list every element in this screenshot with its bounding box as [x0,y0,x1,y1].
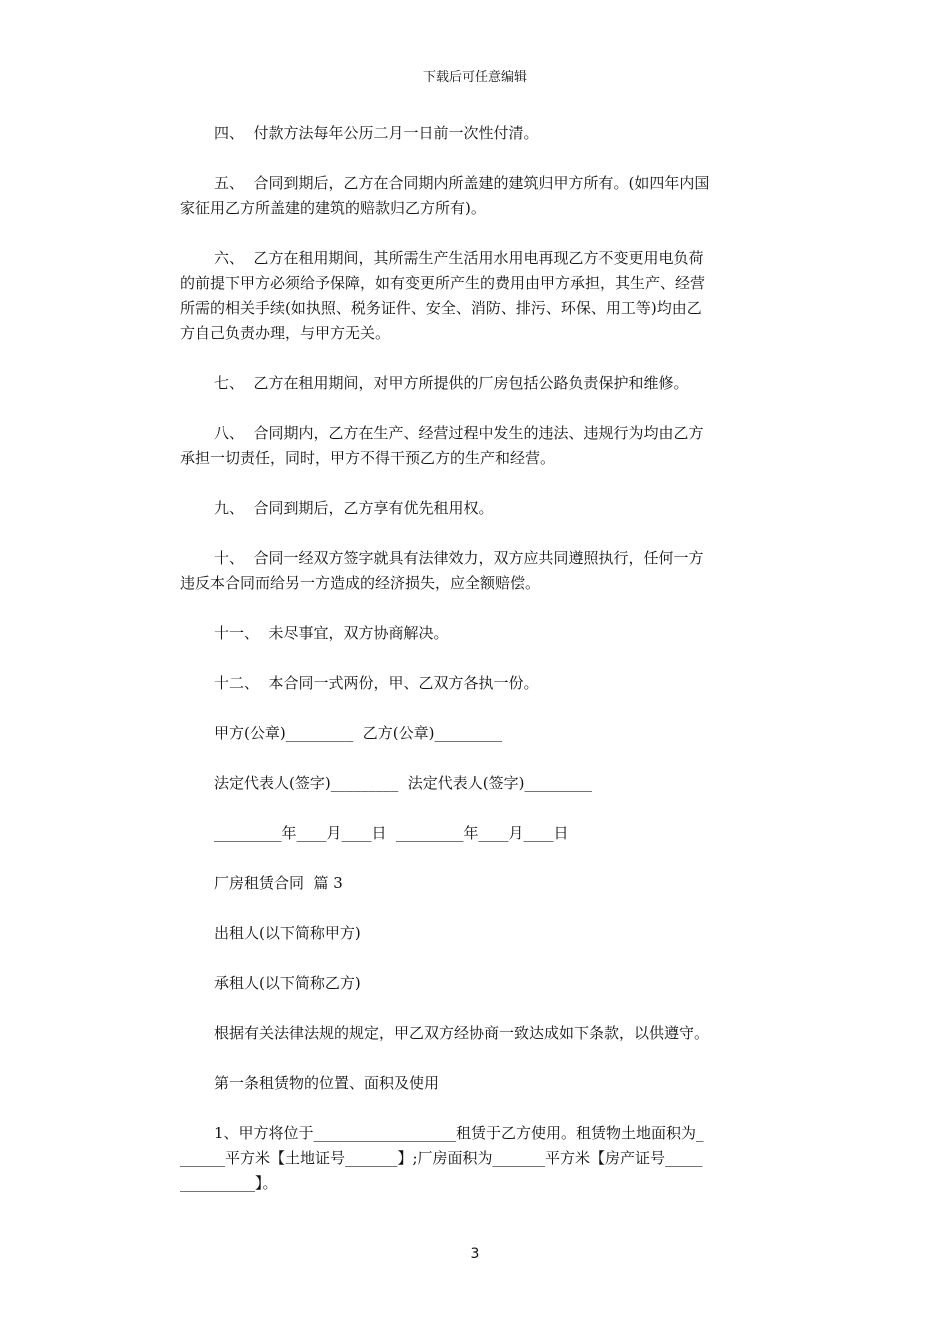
paragraph-line: 方自己负责办理，与甲方无关。 [180,324,391,342]
paragraph [214,121,774,146]
paragraph [214,771,774,796]
paragraph-line: 九、 合同到期后，乙方享有优先租用权。 [214,499,494,517]
page-number: 3 [470,1246,480,1262]
paragraph [214,1071,774,1096]
paragraph [180,246,774,346]
paragraph-line: 甲方(公章)_________ 乙方(公章)_________ [214,724,502,742]
paragraph-line: 的前提下甲方必须给予保障，如有变更所产生的费用由甲方承担，其生产、经营 [180,274,706,292]
paragraph [180,171,774,221]
paragraph-line: 违反本合同而给另一方造成的经济损失，应全额赔偿。 [180,574,541,592]
paragraph [180,1121,774,1196]
paragraph [214,821,774,846]
paragraph-line: 承担一切责任，同时，甲方不得干预乙方的生产和经营。 [180,449,556,467]
paragraph [214,1021,774,1046]
paragraph [214,371,774,396]
paragraph-line: 十、 合同一经双方签字就具有法律效力，双方应共同遵照执行，任何一方 [214,549,704,567]
paragraph-line: 承租人(以下简称乙方) [214,974,361,992]
paragraph [180,421,774,471]
paragraph-line: 十二、 本合同一式两份，甲、乙双方各执一份。 [214,674,539,692]
paragraph-line: ______平方米【土地证号_______】;厂房面积为_______平方米【房产证号_____ [180,1149,703,1167]
paragraph-line: 所需的相关手续(如执照、税务证件、安全、消防、排污、环保、用工等)均由乙 [180,299,702,317]
paragraph-line: 家征用乙方所盖建的建筑的赔款归乙方所有)。 [180,199,486,217]
paragraph [214,971,774,996]
paragraph [214,871,774,896]
paragraph-line: 根据有关法律法规的规定，甲乙双方经协商一致达成如下条款，以供遵守。 [214,1024,710,1042]
page-header: 下载后可任意编辑 [422,70,527,85]
paragraph-line: __________】。 [180,1174,278,1192]
paragraph-line: 出租人(以下简称甲方) [214,924,361,942]
paragraph-line: 八、 合同期内，乙方在生产、经营过程中发生的违法、违规行为均由乙方 [214,424,704,442]
paragraph-line: 法定代表人(签字)_________ 法定代表人(签字)_________ [214,774,592,792]
paragraph [214,496,774,521]
paragraph [214,721,774,746]
paragraph-line: 七、 乙方在租用期间，对甲方所提供的厂房包括公路负责保护和维修。 [214,374,689,392]
paragraph-line: 第一条租赁物的位置、面积及使用 [214,1074,440,1092]
paragraph [214,921,774,946]
paragraph-line: 六、 乙方在租用期间，其所需生产生活用水用电再现乙方不变更用电负荷 [214,249,704,267]
paragraph-line: _________年____月____日 _________年____月____日 [214,824,569,842]
paragraph-line: 五、 合同到期后，乙方在合同期内所盖建的建筑归甲方所有。(如四年内国 [214,174,710,192]
document-body [180,121,774,1221]
paragraph-line: 四、 付款方法每年公历二月一日前一次性付清。 [214,124,539,142]
paragraph [180,546,774,596]
paragraph [214,671,774,696]
paragraph [214,621,774,646]
paragraph-line: 1、甲方将位于___________________租赁于乙方使用。租赁物土地面积为_ [214,1124,704,1142]
paragraph-line: 厂房租赁合同 篇 3 [214,874,343,892]
paragraph-line: 十一、 未尽事宜，双方协商解决。 [214,624,449,642]
